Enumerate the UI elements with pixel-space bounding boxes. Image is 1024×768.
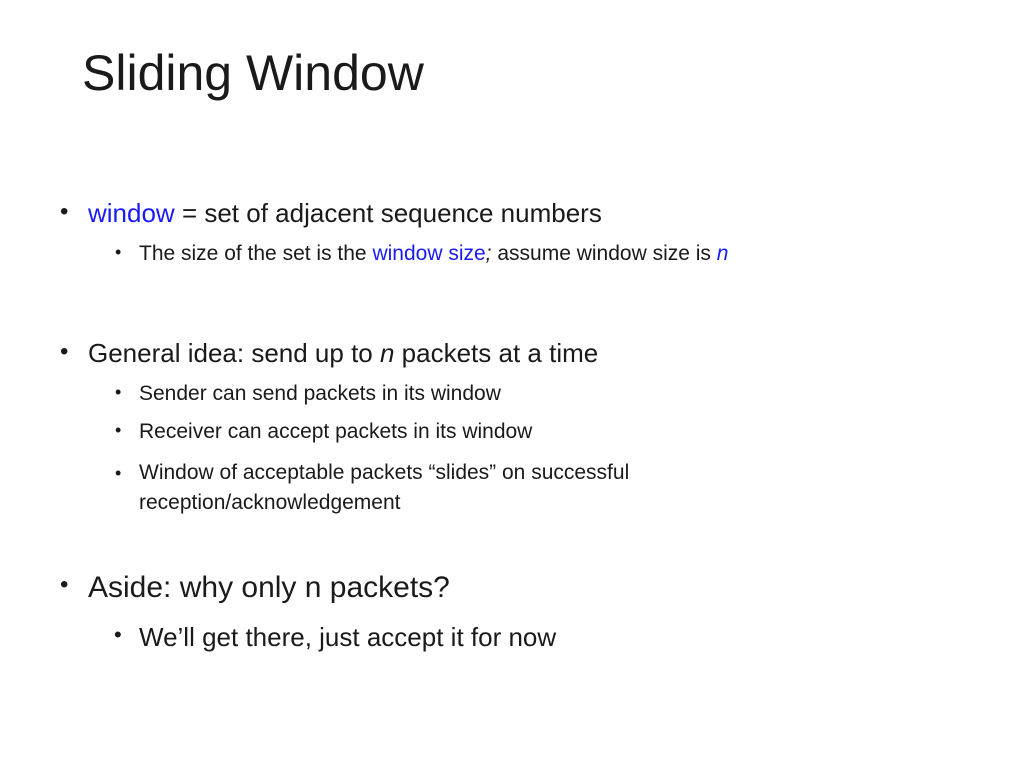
- bullet-text: packets at a time: [394, 338, 599, 368]
- term-window-size: window size: [372, 242, 486, 265]
- bullet-text: General idea: send up to: [88, 338, 380, 368]
- sub-bullet-text: assume window size is: [491, 242, 717, 265]
- sub-bullet-window-size: [115, 242, 729, 266]
- bullet-text: Aside: why only n packets?: [88, 571, 450, 604]
- slide-title: Sliding Window: [82, 45, 424, 101]
- sub-bullet-window-slides: [115, 458, 630, 518]
- sub-bullet-text: Receiver can accept packets in its window: [139, 420, 533, 443]
- sub-bullet-text: Window of acceptable packets “slides” on successful: [139, 461, 630, 484]
- sub-bullet-text: Sender can send packets in its window: [139, 382, 501, 405]
- variable-n: n: [716, 242, 729, 265]
- sub-bullet-well-get-there: [114, 622, 557, 653]
- variable-n: n: [379, 338, 395, 368]
- bullet-dot: •: [115, 242, 122, 262]
- bullet-aside: [60, 571, 450, 605]
- semicolon: ;: [485, 242, 492, 265]
- sub-bullet-text: We’ll get there, just accept it for now: [139, 622, 557, 652]
- bullet-dot: •: [115, 382, 122, 402]
- bullet-window-definition: [60, 198, 602, 229]
- bullet-dot: •: [115, 463, 122, 483]
- sub-bullet-text: The size of the set is the: [139, 242, 373, 265]
- term-window: window: [88, 198, 175, 228]
- bullet-dot: •: [60, 338, 69, 365]
- bullet-dot: •: [115, 420, 122, 440]
- bullet-text: = set of adjacent sequence numbers: [174, 198, 602, 228]
- bullet-dot: •: [114, 622, 122, 647]
- bullet-general-idea: [60, 338, 599, 369]
- sub-bullet-sender: [115, 382, 501, 406]
- sub-bullet-receiver: [115, 420, 533, 444]
- sub-bullet-text: reception/acknowledgement: [139, 491, 401, 514]
- bullet-dot: •: [60, 198, 69, 225]
- bullet-dot: •: [60, 571, 69, 598]
